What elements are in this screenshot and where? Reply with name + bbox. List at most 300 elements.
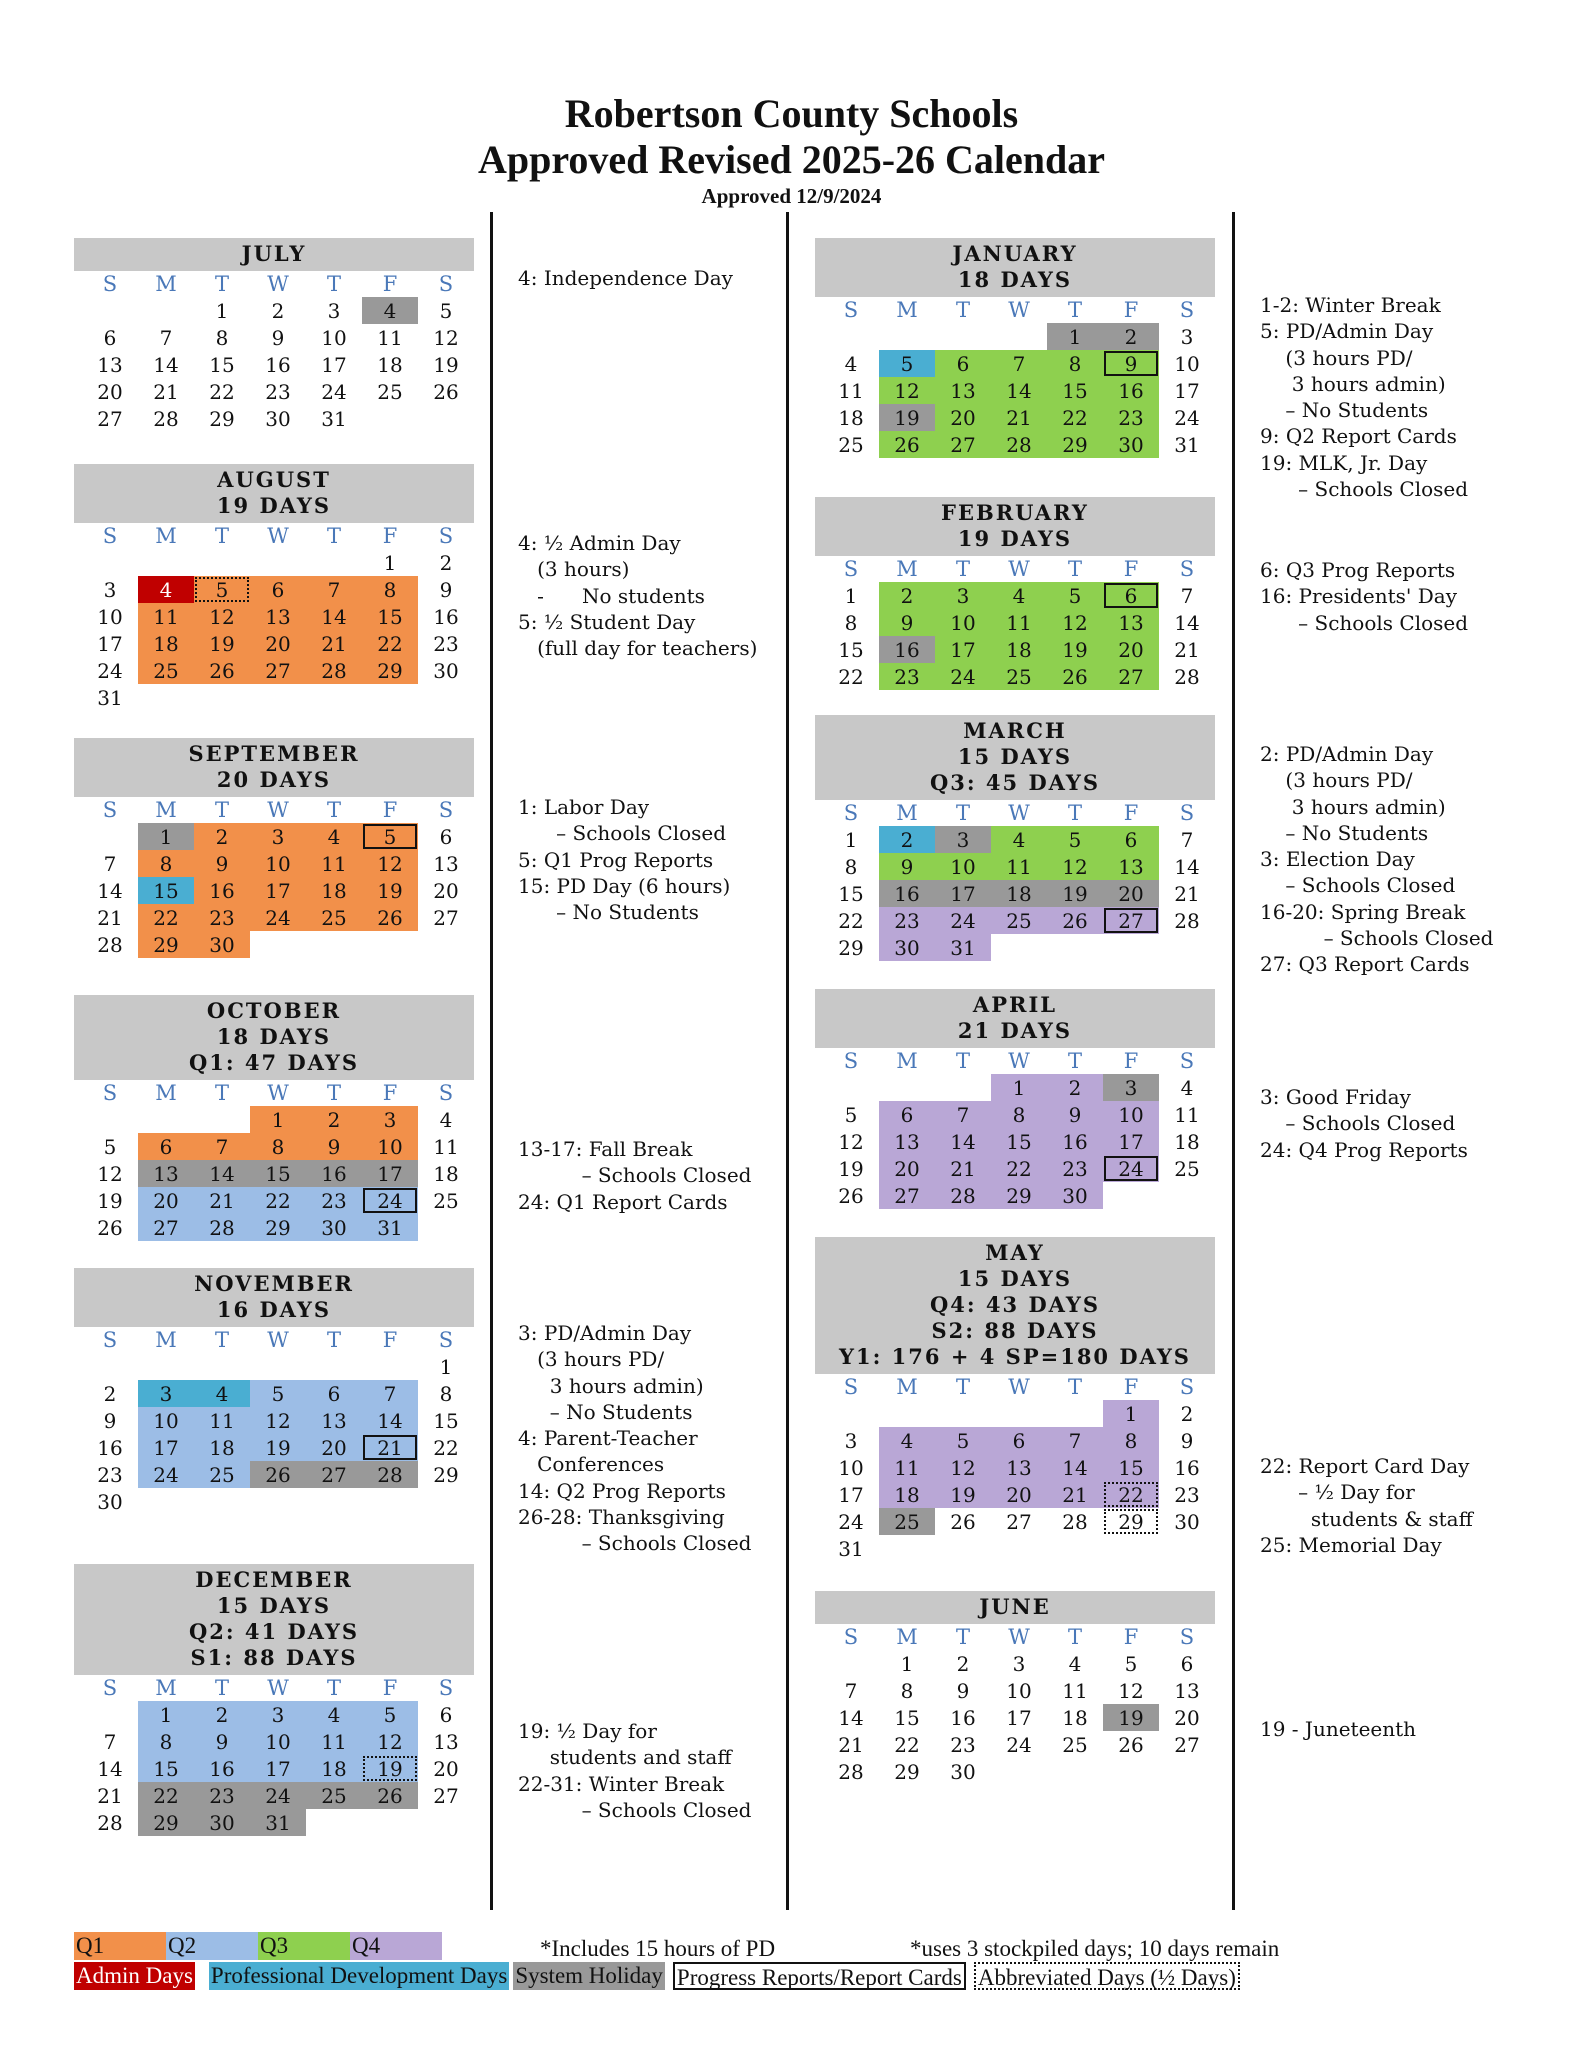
weekday-label: T bbox=[955, 557, 970, 581]
day-cell: 26 bbox=[879, 431, 935, 458]
month-june bbox=[815, 1591, 1215, 1785]
day-cell: 18 bbox=[377, 353, 403, 377]
day-grid bbox=[82, 523, 474, 711]
day-cell: 28 bbox=[153, 407, 179, 431]
empty-cell bbox=[138, 1353, 194, 1380]
day-cell: 1 bbox=[1103, 1400, 1159, 1427]
day-cell: 26 bbox=[250, 1461, 306, 1488]
day-grid bbox=[823, 556, 1215, 690]
day-cell: 11 bbox=[991, 853, 1047, 880]
day-cell: 10 bbox=[250, 1728, 306, 1755]
legend-pd-days: Professional Development Days bbox=[210, 1963, 508, 1988]
month-november bbox=[74, 1268, 474, 1515]
weekday-label: M bbox=[155, 272, 177, 296]
weekday-label: T bbox=[214, 524, 229, 548]
day-count: 16 DAYS bbox=[216, 1297, 332, 1322]
notes-june: 19 - Juneteenth bbox=[1260, 1717, 1417, 1741]
weekday-label: W bbox=[1008, 1049, 1030, 1073]
day-grid bbox=[82, 271, 474, 432]
weekday-label: S bbox=[843, 801, 859, 825]
month-header bbox=[74, 738, 474, 797]
day-cell: 21 bbox=[362, 1434, 418, 1461]
day-cell: 22 bbox=[1047, 404, 1103, 431]
day-cell: 28 bbox=[1174, 665, 1200, 689]
day-cell: 1 bbox=[844, 828, 858, 852]
day-cell: 15 bbox=[433, 1409, 459, 1433]
day-count: 19 DAYS bbox=[957, 526, 1073, 551]
weekday-label: S bbox=[438, 272, 454, 296]
day-cell: 16 bbox=[194, 877, 250, 904]
day-cell: 19 bbox=[879, 404, 935, 431]
day-cell: 7 bbox=[1180, 584, 1194, 608]
day-cell: 5 bbox=[439, 299, 453, 323]
day-cell: 29 bbox=[250, 1214, 306, 1241]
day-cell: 7 bbox=[1180, 828, 1194, 852]
empty-cell bbox=[82, 549, 138, 576]
day-cell: 7 bbox=[159, 326, 173, 350]
day-cell: 16 bbox=[879, 636, 935, 663]
month-name: OCTOBER bbox=[206, 998, 342, 1023]
weekday-label: M bbox=[155, 524, 177, 548]
column-divider-3 bbox=[1232, 212, 1235, 1910]
weekday-label: T bbox=[326, 1676, 341, 1700]
day-cell: 16 bbox=[1103, 377, 1159, 404]
weekday-label: F bbox=[382, 798, 398, 822]
day-cell: 28 bbox=[306, 657, 362, 684]
day-cell: 19 bbox=[362, 877, 418, 904]
day-grid bbox=[82, 797, 474, 958]
day-cell: 30 bbox=[879, 934, 935, 961]
day-cell: 13 bbox=[433, 1730, 459, 1754]
day-cell: 1 bbox=[439, 1355, 453, 1379]
day-cell: 16 bbox=[194, 1755, 250, 1782]
day-cell: 26 bbox=[1047, 663, 1103, 690]
day-cell: 18 bbox=[433, 1162, 459, 1186]
day-cell: 20 bbox=[138, 1187, 194, 1214]
legend-quarters bbox=[74, 1932, 442, 1960]
day-grid bbox=[823, 1624, 1215, 1785]
day-cell: 1 bbox=[844, 584, 858, 608]
day-cell: 4 bbox=[879, 1427, 935, 1454]
day-cell: 20 bbox=[991, 1481, 1047, 1508]
empty-cell bbox=[138, 297, 194, 324]
day-cell: 22 bbox=[1103, 1481, 1159, 1508]
day-cell: 22 bbox=[250, 1187, 306, 1214]
legend-system-holiday: System Holiday bbox=[515, 1963, 663, 1988]
day-cell: 25 bbox=[433, 1189, 459, 1213]
day-cell: 10 bbox=[935, 609, 991, 636]
footnote-stockpiled-days: *uses 3 stockpiled days; 10 days remain bbox=[910, 1936, 1280, 1961]
day-cell: 3 bbox=[138, 1380, 194, 1407]
day-cell: 12 bbox=[362, 1728, 418, 1755]
day-cell: 17 bbox=[935, 636, 991, 663]
day-cell: 30 bbox=[194, 1809, 250, 1836]
weekday-label: F bbox=[1123, 1375, 1139, 1399]
day-cell: 27 bbox=[1103, 907, 1159, 934]
day-cell: 16 bbox=[306, 1160, 362, 1187]
day-cell: 17 bbox=[1103, 1128, 1159, 1155]
weekday-label: T bbox=[214, 272, 229, 296]
month-name: AUGUST bbox=[217, 467, 331, 492]
weekday-label: M bbox=[155, 798, 177, 822]
day-cell: 25 bbox=[991, 907, 1047, 934]
day-cell: 9 bbox=[306, 1133, 362, 1160]
footnote-pd-hours: *Includes 15 hours of PD bbox=[540, 1936, 776, 1961]
day-cell: 10 bbox=[362, 1133, 418, 1160]
day-cell: 12 bbox=[935, 1454, 991, 1481]
day-cell: 29 bbox=[1047, 431, 1103, 458]
weekday-label: S bbox=[843, 1625, 859, 1649]
day-cell: 13 bbox=[250, 603, 306, 630]
day-cell: 5 bbox=[1047, 582, 1103, 609]
day-cell: 2 bbox=[103, 1382, 117, 1406]
day-cell: 12 bbox=[97, 1162, 123, 1186]
empty-cell bbox=[935, 323, 991, 350]
day-cell: 19 bbox=[250, 1434, 306, 1461]
day-cell: 23 bbox=[306, 1187, 362, 1214]
day-cell: 17 bbox=[362, 1160, 418, 1187]
day-grid bbox=[82, 1675, 474, 1836]
day-cell: 1 bbox=[250, 1106, 306, 1133]
day-cell: 11 bbox=[879, 1454, 935, 1481]
day-cell: 16 bbox=[433, 605, 459, 629]
weekday-label: W bbox=[267, 524, 289, 548]
day-cell: 22 bbox=[991, 1155, 1047, 1182]
weekday-label: F bbox=[1123, 557, 1139, 581]
day-cell: 15 bbox=[209, 353, 235, 377]
day-cell: 28 bbox=[838, 1760, 864, 1784]
day-cell: 27 bbox=[1174, 1733, 1200, 1757]
day-cell: 21 bbox=[97, 1784, 123, 1808]
day-cell: 5 bbox=[362, 1701, 418, 1728]
day-cell: 2 bbox=[879, 582, 935, 609]
day-cell: 30 bbox=[1047, 1182, 1103, 1209]
day-cell: 7 bbox=[991, 350, 1047, 377]
day-cell: 3 bbox=[327, 299, 341, 323]
day-cell: 11 bbox=[306, 850, 362, 877]
day-cell: 18 bbox=[1174, 1130, 1200, 1154]
day-cell: 14 bbox=[97, 879, 123, 903]
day-cell: 4 bbox=[306, 823, 362, 850]
weekday-label: S bbox=[1179, 1625, 1195, 1649]
weekday-label: T bbox=[214, 1081, 229, 1105]
day-cell: 30 bbox=[1103, 431, 1159, 458]
day-cell: 11 bbox=[377, 326, 403, 350]
day-count: S1: 88 DAYS bbox=[190, 1645, 358, 1670]
day-cell: 25 bbox=[879, 1508, 935, 1535]
month-september bbox=[74, 738, 474, 958]
day-cell: 17 bbox=[1006, 1706, 1032, 1730]
weekday-label: S bbox=[438, 524, 454, 548]
day-cell: 15 bbox=[838, 882, 864, 906]
day-cell: 12 bbox=[879, 377, 935, 404]
day-cell: 14 bbox=[306, 603, 362, 630]
day-cell: 17 bbox=[250, 1755, 306, 1782]
day-cell: 22 bbox=[838, 665, 864, 689]
day-cell: 17 bbox=[935, 880, 991, 907]
month-name: MAY bbox=[985, 1240, 1045, 1265]
legend-q2: Q2 bbox=[166, 1932, 258, 1960]
day-cell: 1 bbox=[215, 299, 229, 323]
day-count: 15 DAYS bbox=[216, 1593, 332, 1618]
day-cell: 16 bbox=[950, 1706, 976, 1730]
day-cell: 16 bbox=[879, 880, 935, 907]
day-cell: 5 bbox=[194, 576, 250, 603]
empty-cell bbox=[879, 1074, 935, 1101]
day-cell: 12 bbox=[1047, 609, 1103, 636]
day-cell: 25 bbox=[377, 380, 403, 404]
day-cell: 29 bbox=[433, 1463, 459, 1487]
day-cell: 29 bbox=[991, 1182, 1047, 1209]
day-cell: 23 bbox=[950, 1733, 976, 1757]
day-cell: 18 bbox=[138, 630, 194, 657]
day-cell: 27 bbox=[433, 906, 459, 930]
day-cell: 6 bbox=[138, 1133, 194, 1160]
day-cell: 1 bbox=[138, 1701, 194, 1728]
day-cell: 10 bbox=[97, 605, 123, 629]
notes-september: 1: Labor Day – Schools Closed 5: Q1 Prog Reports 15: PD Day (6 hours) – No Students bbox=[518, 795, 731, 925]
weekday-label: F bbox=[382, 1081, 398, 1105]
month-header bbox=[815, 715, 1215, 800]
day-cell: 18 bbox=[306, 1755, 362, 1782]
day-cell: 18 bbox=[1062, 1706, 1088, 1730]
day-cell: 24 bbox=[362, 1187, 418, 1214]
day-cell: 19 bbox=[97, 1189, 123, 1213]
weekday-label: S bbox=[843, 298, 859, 322]
day-cell: 27 bbox=[250, 657, 306, 684]
day-cell: 14 bbox=[838, 1706, 864, 1730]
day-cell: 3 bbox=[103, 578, 117, 602]
day-cell: 25 bbox=[838, 433, 864, 457]
day-cell: 13 bbox=[935, 377, 991, 404]
weekday-label: S bbox=[1179, 1049, 1195, 1073]
day-cell: 9 bbox=[1180, 1429, 1194, 1453]
notes-october: 13-17: Fall Break – Schools Closed 24: Q1 Report Cards bbox=[518, 1137, 752, 1214]
day-cell: 28 bbox=[1174, 909, 1200, 933]
day-cell: 13 bbox=[1174, 1679, 1200, 1703]
day-cell: 29 bbox=[362, 657, 418, 684]
day-cell: 25 bbox=[194, 1461, 250, 1488]
day-cell: 6 bbox=[250, 576, 306, 603]
day-cell: 20 bbox=[97, 380, 123, 404]
weekday-label: M bbox=[896, 801, 918, 825]
day-cell: 30 bbox=[265, 407, 291, 431]
day-cell: 31 bbox=[97, 686, 123, 710]
month-name: JANUARY bbox=[952, 241, 1078, 266]
day-cell: 24 bbox=[1174, 406, 1200, 430]
weekday-label: T bbox=[1067, 557, 1082, 581]
day-cell: 6 bbox=[306, 1380, 362, 1407]
day-cell: 18 bbox=[194, 1434, 250, 1461]
day-cell: 20 bbox=[1103, 636, 1159, 663]
day-cell: 26 bbox=[1047, 907, 1103, 934]
day-cell: 4 bbox=[991, 582, 1047, 609]
empty-cell bbox=[82, 297, 138, 324]
month-header bbox=[74, 1564, 474, 1675]
day-cell: 12 bbox=[250, 1407, 306, 1434]
weekday-label: T bbox=[326, 798, 341, 822]
day-cell: 14 bbox=[1047, 1454, 1103, 1481]
month-header bbox=[815, 1591, 1215, 1624]
day-cell: 23 bbox=[1174, 1483, 1200, 1507]
notes-january: 1-2: Winter Break 5: PD/Admin Day (3 hours PD/ 3 hours admin) – No Students 9: Q2 Report Cards 19: MLK, Jr. Day – Schools Closed bbox=[1260, 293, 1469, 502]
day-cell: 19 bbox=[935, 1481, 991, 1508]
day-cell: 13 bbox=[138, 1160, 194, 1187]
day-cell: 24 bbox=[935, 907, 991, 934]
day-cell: 31 bbox=[362, 1214, 418, 1241]
day-cell: 29 bbox=[838, 936, 864, 960]
day-cell: 15 bbox=[894, 1706, 920, 1730]
empty-cell bbox=[362, 1353, 418, 1380]
weekday-label: S bbox=[102, 272, 118, 296]
day-cell: 25 bbox=[991, 663, 1047, 690]
day-cell: 23 bbox=[1103, 404, 1159, 431]
empty-cell bbox=[82, 1353, 138, 1380]
weekday-label: T bbox=[955, 1625, 970, 1649]
weekday-label: T bbox=[955, 1049, 970, 1073]
day-cell: 4 bbox=[991, 826, 1047, 853]
weekday-label: F bbox=[1123, 801, 1139, 825]
day-cell: 23 bbox=[879, 907, 935, 934]
day-cell: 28 bbox=[1062, 1510, 1088, 1534]
day-cell: 22 bbox=[138, 1782, 194, 1809]
empty-cell bbox=[935, 1400, 991, 1427]
day-cell: 15 bbox=[250, 1160, 306, 1187]
day-cell: 30 bbox=[306, 1214, 362, 1241]
day-cell: 5 bbox=[250, 1380, 306, 1407]
empty-cell bbox=[1047, 1400, 1103, 1427]
notes-february: 6: Q3 Prog Reports 16: Presidents' Day – Schools Closed bbox=[1260, 558, 1469, 635]
day-cell: 29 bbox=[1103, 1508, 1159, 1535]
day-cell: 14 bbox=[1174, 855, 1200, 879]
day-cell: 2 bbox=[1103, 323, 1159, 350]
day-cell: 13 bbox=[97, 353, 123, 377]
day-cell: 25 bbox=[306, 904, 362, 931]
day-cell: 5 bbox=[1047, 826, 1103, 853]
day-cell: 3 bbox=[250, 1701, 306, 1728]
day-cell: 3 bbox=[1103, 1074, 1159, 1101]
column-divider-1 bbox=[490, 212, 493, 1910]
day-cell: 19 bbox=[194, 630, 250, 657]
month-april bbox=[815, 989, 1215, 1209]
day-cell: 8 bbox=[1047, 350, 1103, 377]
day-cell: 20 bbox=[1174, 1706, 1200, 1730]
day-cell: 28 bbox=[935, 1182, 991, 1209]
day-cell: 10 bbox=[1006, 1679, 1032, 1703]
day-cell: 20 bbox=[250, 630, 306, 657]
month-header bbox=[815, 238, 1215, 297]
day-cell: 8 bbox=[991, 1101, 1047, 1128]
day-cell: 11 bbox=[433, 1135, 459, 1159]
day-cell: 9 bbox=[1103, 350, 1159, 377]
notes-april: 3: Good Friday – Schools Closed 24: Q4 Prog Reports bbox=[1260, 1085, 1468, 1162]
month-july bbox=[74, 238, 474, 432]
day-cell: 21 bbox=[306, 630, 362, 657]
weekday-label: F bbox=[382, 524, 398, 548]
month-january bbox=[815, 238, 1215, 458]
month-name: MARCH bbox=[963, 718, 1067, 743]
day-cell: 9 bbox=[879, 609, 935, 636]
day-cell: 24 bbox=[250, 1782, 306, 1809]
weekday-label: T bbox=[955, 801, 970, 825]
day-cell: 17 bbox=[838, 1483, 864, 1507]
day-cell: 10 bbox=[250, 850, 306, 877]
day-cell: 24 bbox=[1103, 1155, 1159, 1182]
month-august bbox=[74, 464, 474, 711]
day-count: Q4: 43 DAYS bbox=[929, 1292, 1101, 1317]
day-cell: 17 bbox=[138, 1434, 194, 1461]
empty-cell bbox=[194, 549, 250, 576]
day-cell: 21 bbox=[1047, 1481, 1103, 1508]
day-cell: 27 bbox=[1006, 1510, 1032, 1534]
empty-cell bbox=[250, 549, 306, 576]
day-cell: 14 bbox=[153, 353, 179, 377]
day-cell: 26 bbox=[362, 904, 418, 931]
day-cell: 6 bbox=[439, 825, 453, 849]
month-header bbox=[815, 1237, 1215, 1374]
day-cell: 1 bbox=[138, 823, 194, 850]
day-cell: 1 bbox=[1047, 323, 1103, 350]
weekday-label: W bbox=[1008, 801, 1030, 825]
day-cell: 30 bbox=[950, 1760, 976, 1784]
day-cell: 18 bbox=[306, 877, 362, 904]
day-cell: 26 bbox=[1118, 1733, 1144, 1757]
day-cell: 16 bbox=[265, 353, 291, 377]
day-cell: 31 bbox=[935, 934, 991, 961]
day-cell: 7 bbox=[103, 852, 117, 876]
weekday-label: W bbox=[267, 798, 289, 822]
empty-cell bbox=[823, 1074, 879, 1101]
weekday-label: T bbox=[955, 1375, 970, 1399]
day-cell: 11 bbox=[838, 379, 864, 403]
weekday-label: S bbox=[438, 1081, 454, 1105]
day-cell: 16 bbox=[97, 1436, 123, 1460]
month-name: APRIL bbox=[972, 992, 1058, 1017]
day-cell: 11 bbox=[1062, 1679, 1088, 1703]
weekday-label: F bbox=[1123, 298, 1139, 322]
weekday-label: T bbox=[214, 798, 229, 822]
empty-cell bbox=[823, 1400, 879, 1427]
school-name: Robertson County Schools bbox=[564, 91, 1019, 136]
day-cell: 4 bbox=[439, 1108, 453, 1132]
day-cell: 1 bbox=[383, 551, 397, 575]
empty-cell bbox=[823, 323, 879, 350]
day-cell: 28 bbox=[97, 1811, 123, 1835]
empty-cell bbox=[138, 549, 194, 576]
day-cell: 12 bbox=[194, 603, 250, 630]
day-cell: 28 bbox=[991, 431, 1047, 458]
day-cell: 13 bbox=[879, 1128, 935, 1155]
month-december bbox=[74, 1564, 474, 1836]
day-cell: 11 bbox=[1174, 1103, 1200, 1127]
weekday-label: T bbox=[1067, 1375, 1082, 1399]
month-header bbox=[815, 989, 1215, 1048]
day-cell: 6 bbox=[1180, 1652, 1194, 1676]
day-cell: 14 bbox=[194, 1160, 250, 1187]
day-cell: 2 bbox=[879, 826, 935, 853]
day-cell: 13 bbox=[433, 852, 459, 876]
day-cell: 12 bbox=[838, 1130, 864, 1154]
day-count: 21 DAYS bbox=[957, 1018, 1073, 1043]
day-count: 18 DAYS bbox=[216, 1024, 332, 1049]
day-cell: 11 bbox=[306, 1728, 362, 1755]
day-count: 19 DAYS bbox=[216, 493, 332, 518]
weekday-label: T bbox=[326, 272, 341, 296]
day-cell: 6 bbox=[439, 1703, 453, 1727]
weekday-label: M bbox=[896, 298, 918, 322]
day-cell: 5 bbox=[844, 1103, 858, 1127]
empty-cell bbox=[194, 1353, 250, 1380]
